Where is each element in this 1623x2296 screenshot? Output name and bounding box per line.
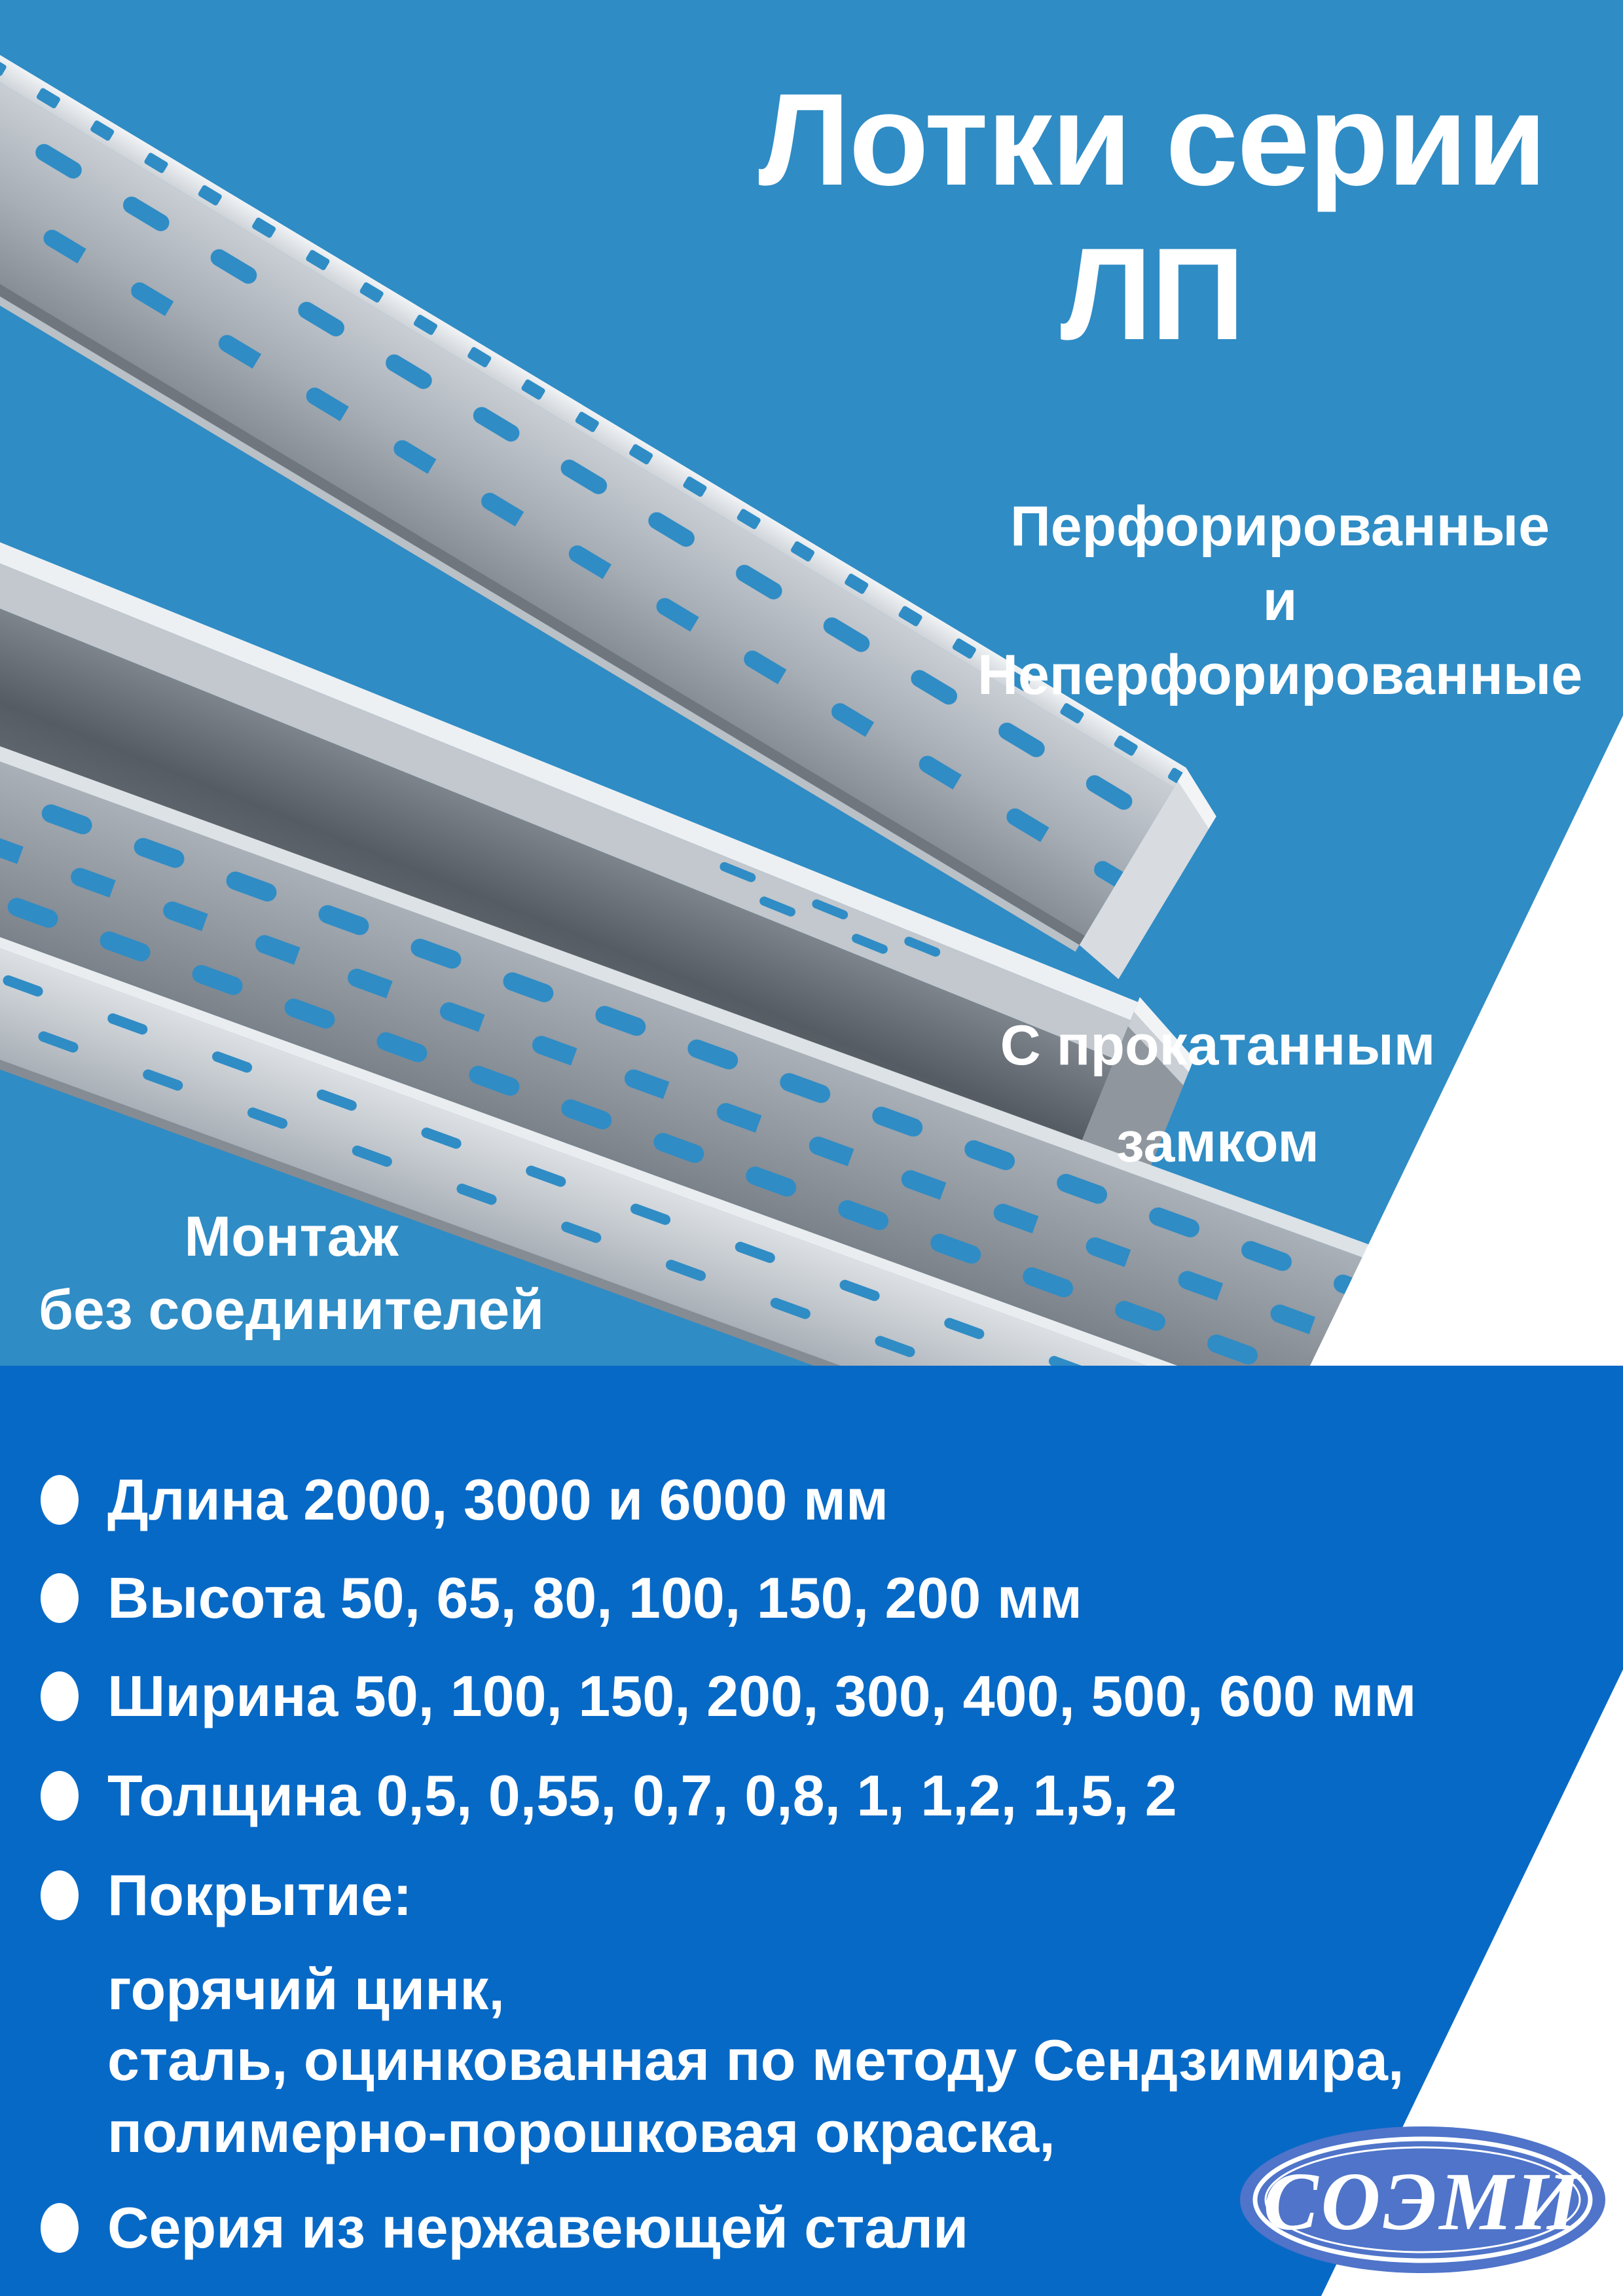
spec-line-thickness: [41, 1762, 1177, 1829]
logo-text: СОЭМИ: [1263, 2157, 1582, 2248]
bullet-dot-icon: [41, 1573, 79, 1623]
annotation-rolled-lock-line1: С прокатанным: [1000, 1014, 1436, 1077]
annotation-mounting: [26, 1201, 556, 1347]
page-title: [681, 63, 1623, 372]
spec-line-coating-zinc: [107, 1956, 505, 2022]
bullet-dot-icon: [41, 1475, 79, 1525]
bullet-dot-icon: [41, 1870, 79, 1920]
annotation-rolled-lock-line2: замком: [1116, 1110, 1319, 1174]
annotation-rolled-lock: [956, 998, 1480, 1192]
spec-line-width: [41, 1663, 1417, 1729]
page-title-line2: ЛП: [1060, 221, 1244, 367]
spec-text: Покрытие:: [107, 1863, 412, 1927]
spec-text: Серия из нержавеющей стали: [107, 2195, 969, 2260]
specs-section: [0, 1366, 1623, 2296]
spec-line-height: [41, 1565, 1082, 1631]
spec-text: полимерно-порошковая окраска,: [107, 2100, 1055, 2164]
company-logo: [1237, 2124, 1608, 2276]
spec-line-length: [41, 1467, 888, 1533]
spec-text: Толщина 0,5, 0,55, 0,7, 0,8, 1, 1,2, 1,5, 2: [107, 1763, 1177, 1828]
bullet-dot-icon: [41, 2203, 79, 2253]
annotation-mounting-line2: без соединителей: [38, 1278, 545, 1341]
spec-text: сталь, оцинкованная по методу Сендзимира,: [107, 2028, 1404, 2092]
spec-text: Ширина 50, 100, 150, 200, 300, 400, 500, 600 мм: [107, 1664, 1417, 1728]
bullet-dot-icon: [41, 1671, 79, 1721]
spec-text: горячий цинк,: [107, 1957, 505, 2022]
spec-line-stainless: [41, 2195, 968, 2261]
annotation-perforation-line3: Неперфорированные: [977, 644, 1583, 707]
annotation-perforation-line1: Перфорированные: [1010, 495, 1550, 558]
spec-line-coating-powder: [107, 2099, 1055, 2165]
spec-line-coating: [41, 1862, 412, 1928]
spec-text: Высота 50, 65, 80, 100, 150, 200 мм: [107, 1565, 1082, 1630]
bullet-dot-icon: [41, 1771, 79, 1821]
spec-line-coating-sendzimir: [107, 2027, 1404, 2093]
annotation-perforation: [949, 490, 1611, 713]
page-title-line1: Лотки серии: [758, 67, 1546, 213]
annotation-perforation-line2: и: [1262, 569, 1298, 632]
spec-text: Длина 2000, 3000 и 6000 мм: [107, 1467, 889, 1532]
annotation-mounting-line1: Монтаж: [184, 1205, 399, 1268]
